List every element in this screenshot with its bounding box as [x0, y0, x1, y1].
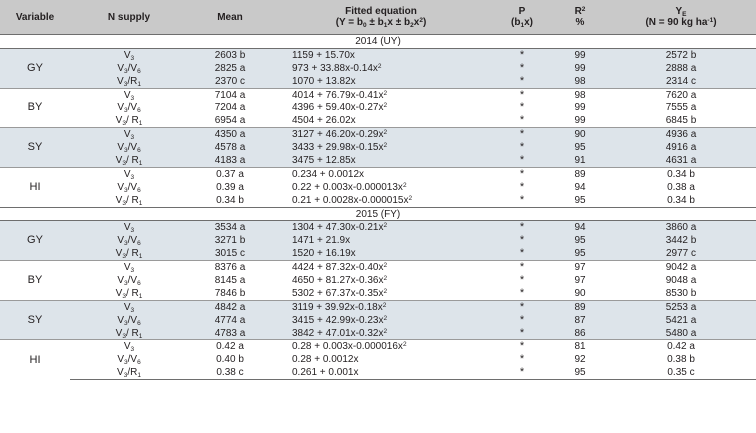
ye-cell: 2314 c: [606, 75, 756, 88]
equation-cell: $5302 + 67.37x-0.35x^2$: [292, 287, 388, 299]
equation-cell: $4650 + 81.27x-0.36x^2$: [292, 274, 388, 286]
n-supply-cell: $V_3$: [70, 88, 188, 101]
table-row: [0, 274, 756, 287]
table-row: [0, 194, 756, 207]
equation-cell: 0.261 + 0.001x: [272, 366, 490, 379]
table-row: [0, 167, 756, 180]
r2-cell: 98: [554, 88, 606, 101]
year-row: [0, 35, 756, 49]
year-label: 2014 (UY): [0, 35, 756, 49]
p-cell: *: [490, 366, 554, 379]
n-supply-cell: $V_3/V_6$: [117, 181, 141, 194]
table-row: [0, 287, 756, 300]
n-supply-cell: $V_3/V_6$: [117, 354, 141, 367]
mean-cell: 4783 a: [188, 327, 272, 340]
ye-cell: 3860 a: [606, 221, 756, 234]
equation-cell: 1070 + 13.82x: [272, 75, 490, 88]
mean-cell: 8145 a: [214, 274, 246, 286]
table-row: [0, 181, 756, 194]
header-r2: $R^2$ %: [554, 0, 606, 35]
header-ye: $Y_E$ (N = 90 kg $ha^{-1}$): [606, 0, 756, 35]
table-row: [0, 314, 756, 327]
equation-cell: 1471 + 21.9x: [272, 234, 490, 247]
equation-cell: $0.22 + 0.003x-0.000013x^2$: [292, 181, 407, 193]
p-cell: *: [490, 234, 554, 247]
table-row: [0, 88, 756, 101]
p-cell: *: [490, 88, 554, 101]
table-row: [0, 114, 756, 127]
n-supply-cell: $V_3$: [70, 48, 188, 61]
mean-cell: 0.39 a: [216, 181, 244, 193]
table-row: [0, 141, 756, 154]
equation-cell: $4396 + 59.40x-0.27x^2$: [292, 102, 388, 114]
ye-cell: 5480 a: [606, 327, 756, 340]
mean-cell: 0.40 b: [216, 354, 244, 366]
table-row: [0, 221, 756, 234]
mean-cell: 7104 a: [188, 88, 272, 101]
r2-cell: 95: [554, 234, 606, 247]
ye-cell: 8530 b: [665, 287, 697, 299]
r2-cell: 95: [554, 247, 606, 260]
variable-cell: HI: [0, 340, 70, 380]
p-cell: *: [519, 193, 525, 206]
n-supply-cell: $V_3/$ $R_1$: [70, 327, 188, 340]
header-row: [0, 0, 756, 35]
ye-cell: 0.38 a: [667, 181, 695, 193]
equation-cell: $3415 + 42.99x-0.23x^2$: [272, 314, 490, 327]
r2-cell: 95: [554, 366, 606, 379]
ye-cell: 6845 b: [665, 115, 697, 127]
r2-cell: 99: [574, 102, 586, 114]
p-cell: *: [519, 180, 525, 193]
r2-cell: 86: [554, 327, 606, 340]
r2-cell: 97: [554, 261, 606, 274]
ye-cell: 5253 a: [606, 300, 756, 313]
r2-cell: 99: [554, 48, 606, 61]
ye-cell: 2977 c: [606, 247, 756, 260]
n-supply-cell: $V_3/V_6$: [117, 102, 141, 115]
mean-cell: 7846 b: [214, 287, 246, 299]
ye-cell: 7555 a: [665, 102, 697, 114]
equation-cell: $1304 + 47.30x-0.21x^2$: [272, 221, 490, 234]
table-row: [0, 300, 756, 313]
ye-cell: 0.42 a: [606, 340, 756, 353]
table-row: [0, 154, 756, 167]
variable-cell: SY: [0, 128, 70, 168]
mean-cell: 7204 a: [214, 102, 246, 114]
equation-cell: $3842 + 47.01x-0.32x^2$: [272, 327, 490, 340]
r2-cell: 91: [554, 154, 606, 167]
n-supply-cell: $V_3/$ $R_1$: [115, 115, 143, 128]
year-row: [0, 207, 756, 221]
p-cell: *: [490, 247, 554, 260]
mean-cell: 2825 a: [188, 62, 272, 75]
equation-cell: 3475 + 12.85x: [272, 154, 490, 167]
table-row: [0, 261, 756, 274]
r2-cell: 94: [554, 221, 606, 234]
n-supply-cell: $V_3/$ $R_1$: [70, 154, 188, 167]
variable-cell: BY: [0, 88, 70, 128]
header-fitted-equation: Fitted equation $(Y = b_0 \pm b_1x \pm b_2x^2)$: [272, 0, 490, 35]
mean-cell: 0.34 b: [216, 194, 244, 206]
ye-cell: 0.35 c: [606, 366, 756, 379]
header-fitted-equation-formula: $(Y = b_0 \pm b_1x \pm b_2x^2)$: [335, 17, 427, 29]
table-row: [0, 340, 756, 353]
p-cell: *: [519, 101, 525, 114]
variable-cell: HI: [0, 167, 70, 207]
ye-cell: 9048 a: [665, 274, 697, 286]
n-supply-cell: $V_3/R_1$: [70, 366, 188, 379]
p-cell: *: [490, 128, 554, 141]
equation-cell: 0.234 + 0.0012x: [272, 167, 490, 180]
equation-cell: $4424 + 87.32x-0.40x^2$: [272, 261, 490, 274]
mean-cell: 0.38 c: [188, 366, 272, 379]
ye-cell: 2572 b: [606, 48, 756, 61]
p-cell: *: [490, 221, 554, 234]
r2-cell: 92: [574, 354, 586, 366]
mean-cell: 0.42 a: [188, 340, 272, 353]
table-row: [0, 128, 756, 141]
equation-cell: 1520 + 16.19x: [272, 247, 490, 260]
equation-cell: $0.28 + 0.003x-0.000016x^2$: [272, 340, 490, 353]
r2-cell: 89: [554, 167, 606, 180]
table-row: [0, 366, 756, 379]
variable-cell: GY: [0, 48, 70, 88]
mean-cell: 4842 a: [188, 300, 272, 313]
p-cell: *: [490, 314, 554, 327]
p-cell: *: [490, 154, 554, 167]
ye-cell: 9042 a: [606, 261, 756, 274]
p-cell: *: [490, 48, 554, 61]
r2-cell: 95: [574, 194, 586, 206]
p-cell: *: [519, 114, 525, 127]
n-supply-cell: $V_3$: [70, 300, 188, 313]
table-row: [0, 101, 756, 114]
n-supply-cell: $V_3/V_6$: [70, 141, 188, 154]
n-supply-cell: $V_3/R_1$: [70, 75, 188, 88]
table-row: [0, 234, 756, 247]
mean-cell: 2603 b: [188, 48, 272, 61]
n-supply-cell: $V_3/$ $R_1$: [70, 247, 188, 260]
header-mean: Mean: [188, 0, 272, 35]
r2-cell: 99: [554, 62, 606, 75]
r2-cell: 98: [554, 75, 606, 88]
p-cell: *: [490, 327, 554, 340]
n-supply-cell: $V_3/V_6$: [70, 314, 188, 327]
table-body: [0, 35, 756, 380]
n-supply-cell: $V_3/$ $R_1$: [115, 287, 143, 300]
variable-cell: SY: [0, 300, 70, 340]
p-cell: *: [490, 141, 554, 154]
n-supply-cell: $V_3/$ $R_1$: [115, 194, 143, 207]
r2-cell: 97: [574, 274, 586, 286]
mean-cell: 3534 a: [188, 221, 272, 234]
p-cell: *: [519, 274, 525, 286]
equation-cell: 1159 + 15.70x: [272, 48, 490, 61]
ye-cell: 2888 a: [606, 62, 756, 75]
table-row: [0, 62, 756, 75]
year-label: 2015 (FY): [0, 207, 756, 221]
p-cell: *: [490, 167, 554, 180]
mean-cell: 4183 a: [188, 154, 272, 167]
p-cell: *: [519, 286, 525, 299]
variable-cell: BY: [0, 261, 70, 301]
ye-cell: 0.34 b: [667, 194, 695, 206]
header-p: P $(b_1x)$: [490, 0, 554, 35]
ye-cell: 3442 b: [606, 234, 756, 247]
mean-cell: 0.37 a: [188, 167, 272, 180]
n-supply-cell: $V_3/V_6$: [70, 62, 188, 75]
mean-cell: 3015 c: [188, 247, 272, 260]
mean-cell: 4578 a: [188, 141, 272, 154]
p-cell: *: [490, 261, 554, 274]
ye-cell: 0.38 b: [667, 354, 695, 366]
r2-cell: 81: [554, 340, 606, 353]
r2-cell: 90: [574, 287, 586, 299]
ye-cell: 4936 a: [606, 128, 756, 141]
p-cell: *: [490, 340, 554, 353]
equation-cell: 0.28 + 0.0012x: [292, 354, 359, 366]
mean-cell: 8376 a: [188, 261, 272, 274]
r2-cell: 99: [574, 115, 586, 127]
r2-cell: 89: [554, 300, 606, 313]
equation-cell: $0.21 + 0.0028x-0.000015x^2$: [292, 194, 413, 206]
table-row: [0, 353, 756, 366]
equation-cell: $3433 + 29.98x-0.15x^2$: [272, 141, 490, 154]
n-supply-cell: $V_3$: [70, 340, 188, 353]
n-supply-cell: $V_3/V_6$: [70, 234, 188, 247]
equation-cell: $4014 + 76.79x-0.41x^2$: [272, 88, 490, 101]
table-row: [0, 327, 756, 340]
ye-cell: 4631 a: [606, 154, 756, 167]
ye-cell: 4916 a: [606, 141, 756, 154]
mean-cell: 2370 c: [188, 75, 272, 88]
ye-cell: 0.34 b: [606, 167, 756, 180]
mean-cell: 3271 b: [188, 234, 272, 247]
p-cell: *: [519, 353, 525, 366]
n-supply-cell: $V_3$: [70, 167, 188, 180]
n-supply-cell: $V_3$: [70, 261, 188, 274]
n-supply-cell: $V_3/V_6$: [117, 274, 141, 287]
header-variable: Variable: [0, 0, 70, 35]
equation-cell: $3119 + 39.92x-0.18x^2$: [272, 300, 490, 313]
r2-cell: 90: [554, 128, 606, 141]
p-cell: *: [490, 75, 554, 88]
table-row: [0, 75, 756, 88]
ye-cell: 7620 a: [606, 88, 756, 101]
variable-cell: GY: [0, 221, 70, 261]
p-cell: *: [490, 300, 554, 313]
p-cell: *: [490, 62, 554, 75]
mean-cell: 4774 a: [188, 314, 272, 327]
table-row: [0, 48, 756, 61]
header-n-supply: N supply: [70, 0, 188, 35]
mean-cell: 6954 a: [214, 115, 246, 127]
mean-cell: 4350 a: [188, 128, 272, 141]
table-row: [0, 247, 756, 260]
r2-cell: 94: [574, 181, 586, 193]
n-supply-cell: $V_3$: [70, 128, 188, 141]
ye-cell: 5421 a: [606, 314, 756, 327]
equation-cell: 4504 + 26.02x: [292, 115, 356, 127]
n-supply-cell: $V_3$: [70, 221, 188, 234]
equation-cell: $3127 + 46.20x-0.29x^2$: [272, 128, 490, 141]
equation-cell: $973 + 33.88x-0.14x^2$: [272, 62, 490, 75]
r2-cell: 95: [554, 141, 606, 154]
r2-cell: 87: [554, 314, 606, 327]
